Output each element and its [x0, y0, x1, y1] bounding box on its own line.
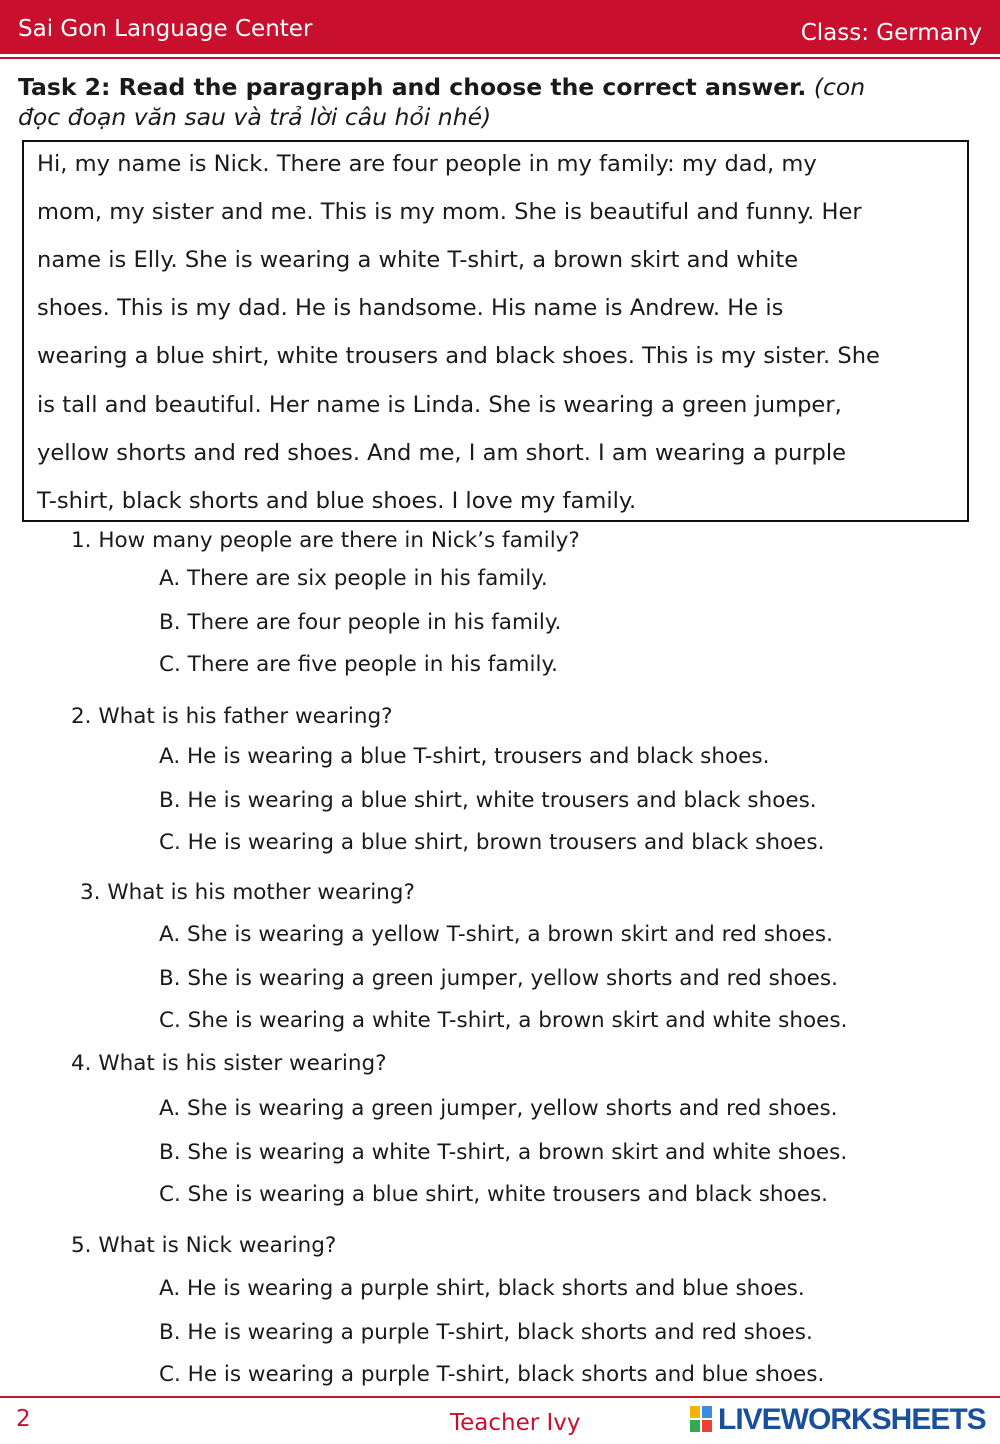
- question-5: 5. What is Nick wearing?: [71, 1233, 337, 1258]
- question-4: 4. What is his sister wearing?: [71, 1051, 387, 1076]
- liveworksheets-wordmark: LIVEWORKSHEETS: [718, 1403, 986, 1436]
- class-label: Class: Germany: [800, 20, 982, 46]
- question-3-option-b[interactable]: B. She is wearing a green jumper, yellow shorts and red shoes.: [159, 966, 838, 991]
- task-note-part1: (con: [813, 73, 866, 101]
- task-instructions: [18, 72, 918, 132]
- passage-line: mom, my sister and me. This is my mom. She is beautiful and funny. Her: [37, 199, 862, 225]
- teacher-name: Teacher Ivy: [450, 1410, 581, 1436]
- task-note-part2: đọc đoạn văn sau và trả lời câu hỏi nhé): [18, 103, 492, 131]
- question-4-option-b[interactable]: B. She is wearing a white T-shirt, a brown skirt and white shoes.: [159, 1140, 848, 1165]
- passage-line: name is Elly. She is wearing a white T-shirt, a brown skirt and white: [37, 247, 799, 273]
- task-title: Task 2: Read the paragraph and choose the correct answer.: [18, 73, 807, 101]
- question-5-option-c[interactable]: C. He is wearing a purple T-shirt, black shorts and blue shoes.: [159, 1362, 825, 1387]
- footer-divider: [0, 1396, 1000, 1398]
- center-name: Sai Gon Language Center: [18, 16, 313, 42]
- question-2-option-c[interactable]: C. He is wearing a blue shirt, brown trousers and black shoes.: [159, 830, 825, 855]
- question-1-option-b[interactable]: B. There are four people in his family.: [159, 610, 562, 635]
- question-5-option-a[interactable]: A. He is wearing a purple shirt, black shorts and blue shoes.: [159, 1276, 805, 1301]
- passage-line: T-shirt, black shorts and blue shoes. I love my family.: [37, 488, 637, 514]
- question-3: 3. What is his mother wearing?: [80, 880, 415, 905]
- question-1-option-a[interactable]: A. There are six people in his family.: [159, 566, 548, 591]
- question-1: 1. How many people are there in Nick’s family?: [71, 528, 580, 553]
- passage-line: shoes. This is my dad. He is handsome. His name is Andrew. He is: [37, 295, 784, 321]
- question-3-option-c[interactable]: C. She is wearing a white T-shirt, a brown skirt and white shoes.: [159, 1008, 848, 1033]
- question-2: 2. What is his father wearing?: [71, 704, 393, 729]
- passage-line: wearing a blue shirt, white trousers and black shoes. This is my sister. She: [37, 343, 880, 369]
- header-bar: [0, 0, 1000, 54]
- reading-passage: [22, 140, 969, 522]
- question-4-option-c[interactable]: C. She is wearing a blue shirt, white trousers and black shoes.: [159, 1182, 828, 1207]
- passage-line: is tall and beautiful. Her name is Linda. She is wearing a green jumper,: [37, 392, 842, 418]
- passage-line: yellow shorts and red shoes. And me, I am short. I am wearing a purple: [37, 440, 847, 466]
- question-1-option-c[interactable]: C. There are five people in his family.: [159, 652, 558, 677]
- logo-grid-icon: [690, 1406, 714, 1434]
- question-5-option-b[interactable]: B. He is wearing a purple T-shirt, black shorts and red shoes.: [159, 1320, 813, 1345]
- question-2-option-a[interactable]: A. He is wearing a blue T-shirt, trousers and black shoes.: [159, 744, 770, 769]
- question-3-option-a[interactable]: A. She is wearing a yellow T-shirt, a brown skirt and red shoes.: [159, 922, 833, 947]
- question-2-option-b[interactable]: B. He is wearing a blue shirt, white trousers and black shoes.: [159, 788, 817, 813]
- page-number: 2: [16, 1406, 31, 1432]
- passage-line: Hi, my name is Nick. There are four people in my family: my dad, my: [37, 151, 817, 177]
- question-4-option-a[interactable]: A. She is wearing a green jumper, yellow shorts and red shoes.: [159, 1096, 838, 1121]
- header-divider: [0, 57, 1000, 59]
